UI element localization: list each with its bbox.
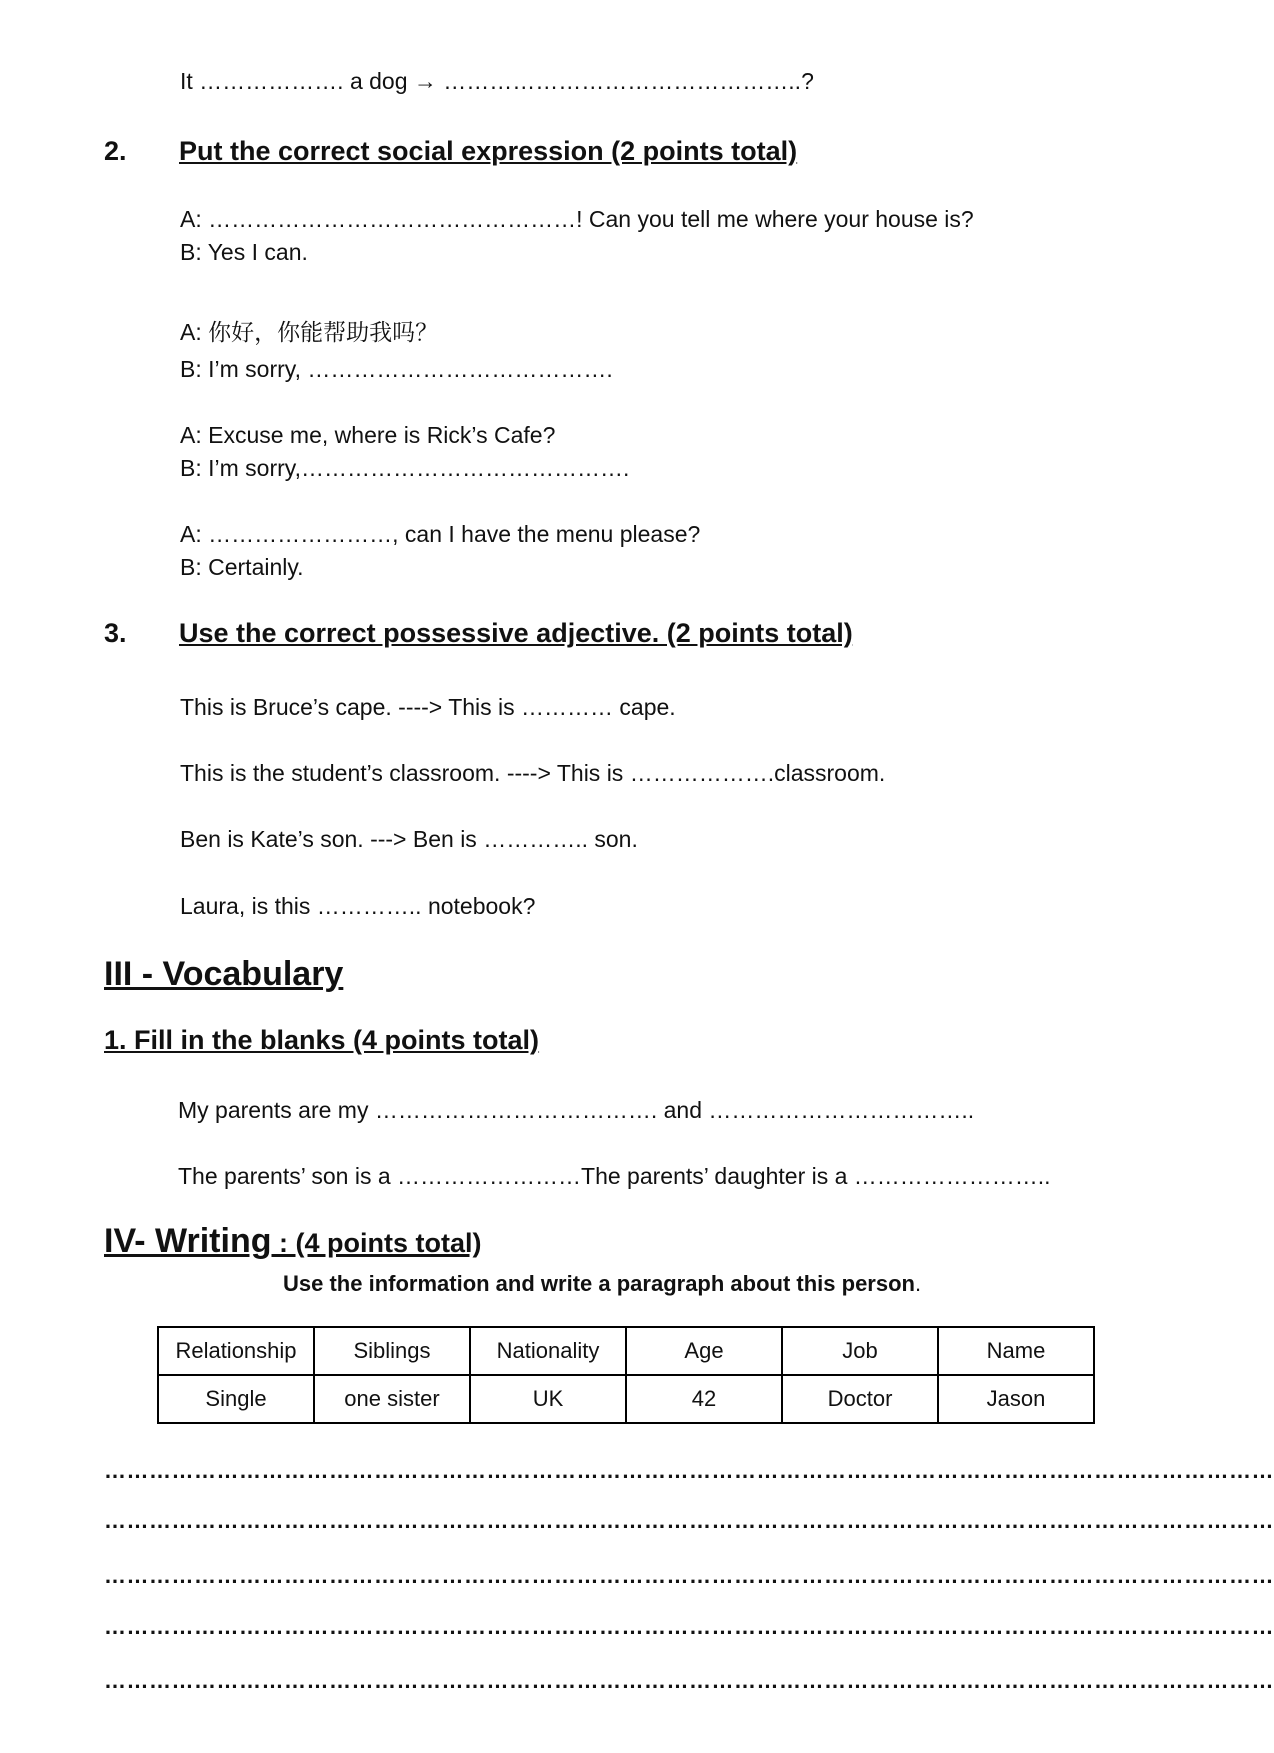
writing-title-text: IV- Writing [104,1222,272,1260]
exercise-line: This is the student’s classroom. ----> This is ……………….classroom. [180,760,886,786]
section-title: Put the correct social expression (2 points total) [179,136,798,166]
writing-instruction-end: . [914,1271,922,1296]
table-cell: UK [470,1375,626,1423]
section-number: 2. [104,136,127,166]
dialogue-line: B: I’m sorry, …………………………………. [180,356,613,382]
answer-line[interactable]: ………………………………………………………………………………………………………………………………………… [104,1508,1274,1533]
dialogue-line: A: Excuse me, where is Rick’s Cafe? [180,422,556,448]
writing-points: : (4 points total) [271,1228,482,1258]
table-header-cell: Nationality [470,1327,626,1375]
table-cell: Single [158,1375,314,1423]
section-heading [104,136,797,167]
table-header-cell: Siblings [314,1327,470,1375]
exercise-line: This is Bruce’s cape. ----> This is ………… cape. [180,694,676,720]
exercise-line: It ………………. a dog → ………………………………………..? [180,68,814,94]
dialogue-line: B: Yes I can. [180,239,308,265]
answer-line[interactable]: ………………………………………………………………………………………………………………………………………… [104,1668,1274,1693]
exercise-line: Ben is Kate’s son. ---> Ben is ………….. son. [180,826,638,852]
table-header-cell: Relationship [158,1327,314,1375]
table-header-cell: Job [782,1327,938,1375]
table-row [158,1375,1094,1423]
answer-line[interactable]: ………………………………………………………………………………………………………………………………………… [104,1458,1274,1483]
person-info-table [157,1326,1095,1424]
table-cell: one sister [314,1375,470,1423]
exercise-line: The parents’ son is a ……………………The parents’ daughter is a …………………….. [178,1163,1051,1189]
exercise-line: Laura, is this ………….. notebook? [180,893,536,919]
table-cell: Jason [938,1375,1094,1423]
answer-line[interactable]: ………………………………………………………………………………………………………………………………………… [104,1614,1274,1639]
dialogue-line: A: …………………………………………! Can you tell me where your house is? [180,206,974,232]
section-heading [104,618,853,649]
vocabulary-subtitle: 1. Fill in the blanks (4 points total) [104,1025,540,1055]
dialogue-line: B: I’m sorry,……………………………………. [180,455,630,481]
dialogue-line: A: ……………………, can I have the menu please? [180,521,701,547]
dialogue-line: B: Certainly. [180,554,304,580]
table-header-cell: Age [626,1327,782,1375]
writing-instruction-text: Use the information and write a paragraph about this person [283,1271,915,1296]
table-header-row [158,1327,1094,1375]
exercise-line: My parents are my ………………………………. and …………………………….. [178,1097,975,1123]
answer-line[interactable]: ………………………………………………………………………………………………………………………………………… [104,1563,1274,1588]
section-number: 3. [104,618,127,648]
table-cell: 42 [626,1375,782,1423]
section-title: Use the correct possessive adjective. (2 points total) [179,618,853,648]
writing-instruction [283,1271,921,1297]
dialogue-line: A: 你好，你能帮助我吗？ [180,319,439,345]
table-header-cell: Name [938,1327,1094,1375]
table-cell: Doctor [782,1375,938,1423]
writing-title [104,1222,481,1261]
vocabulary-title: III - Vocabulary [104,955,344,993]
